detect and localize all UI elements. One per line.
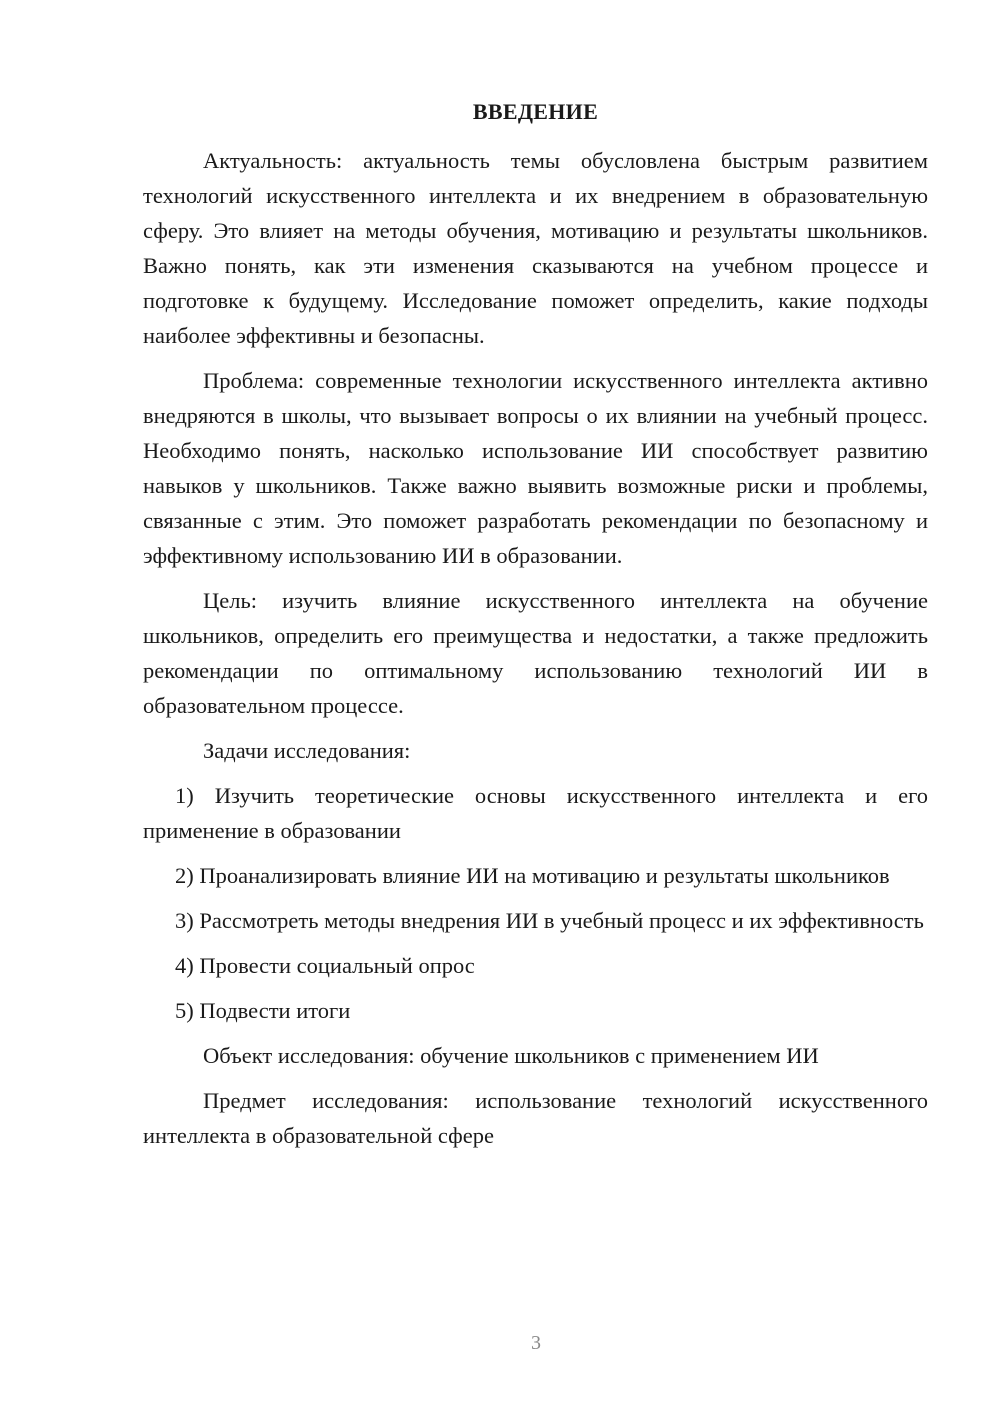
goal-paragraph: Цель: изучить влияние искусственного интеллекта на обучение школьников, определить его преимущества и недостатки, а также предложить рекомендации по оптимальному использованию технологий ИИ в образовательном процессе. [143, 588, 928, 718]
task-item-4: 4) Провести социальный опрос [175, 953, 475, 978]
task-item-2: 2) Проанализировать влияние ИИ на мотивацию и результаты школьников [175, 863, 890, 888]
task-item-3: 3) Рассмотреть методы внедрения ИИ в учебный процесс и их эффективность [175, 908, 924, 933]
object-paragraph: Объект исследования: обучение школьников с применением ИИ [203, 1043, 819, 1068]
problem-paragraph: Проблема: современные технологии искусственного интеллекта активно внедряются в школы, что вызывает вопросы о их влиянии на учебный процесс. Необходимо понять, насколько использование ИИ способствует развитию навыков у школьников. Также важно выявить возможные риски и проблемы, связанные с этим. Это поможет разработать рекомендации по безопасному и эффективному использованию ИИ в образовании. [143, 368, 928, 568]
relevance-paragraph: Актуальность: актуальность темы обусловлена быстрым развитием технологий искусственного интеллекта и их внедрением в образовательную сферу. Это влияет на методы обучения, мотивацию и результаты школьников. Важно понять, как эти изменения сказываются на учебном процессе и подготовке к будущему. Исследование поможет определить, какие подходы наиболее эффективны и безопасны. [143, 148, 928, 348]
page-title: ВВЕДЕНИЕ [472, 99, 599, 124]
document-body [143, 94, 928, 1153]
subject-paragraph: Предмет исследования: использование технологий искусственного интеллекта в образовательной сфере [143, 1088, 928, 1148]
task-item-1: 1) Изучить теоретические основы искусственного интеллекта и его применение в образовании [143, 783, 928, 843]
task-item-5: 5) Подвести итоги [175, 998, 351, 1023]
page-number: 3 [531, 1332, 541, 1354]
tasks-heading: Задачи исследования: [203, 738, 411, 763]
